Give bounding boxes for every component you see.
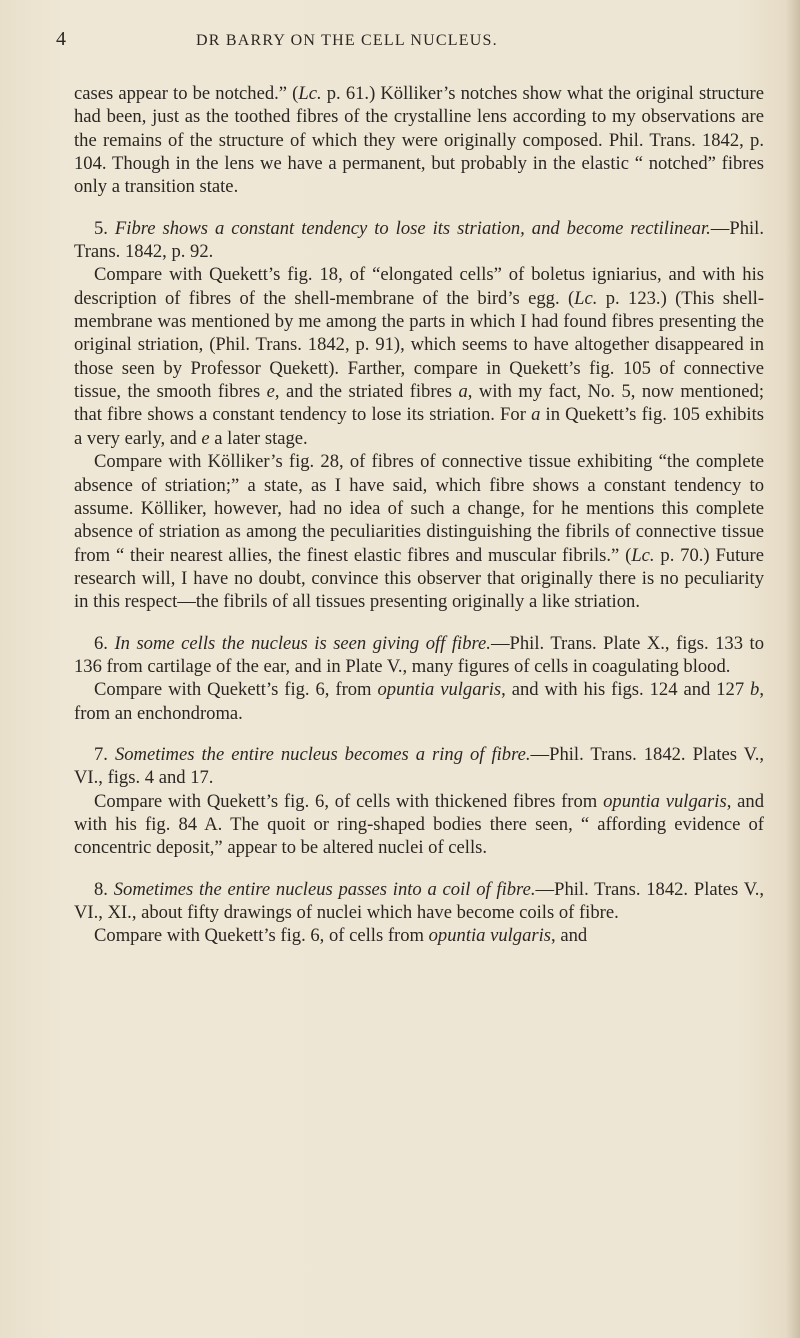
running-head bbox=[56, 28, 756, 54]
text-paragraph bbox=[74, 678, 764, 725]
section-heading-paragraph bbox=[74, 217, 764, 264]
text-run: Compare with Quekett’s fig. 6, of cells with thickened fibres from bbox=[94, 790, 604, 812]
section-heading-paragraph bbox=[74, 743, 764, 790]
text-run: in Quekett’s fig. 105 exhibits a very early, and bbox=[74, 404, 764, 449]
italic-text-run: e bbox=[201, 427, 210, 449]
text-run: , with my fact, No. 5, now mentioned; that fibre shows a constant tendency to lose its striation. For bbox=[74, 381, 764, 426]
text-run: , from an enchondroma. bbox=[74, 679, 764, 724]
italic-text-run: e bbox=[266, 381, 275, 403]
italic-text-run: Lc. bbox=[631, 544, 655, 566]
text-run: 8. bbox=[94, 878, 114, 900]
italic-text-run: In some cells the nucleus is seen giving off fibre. bbox=[114, 632, 491, 654]
italic-text-run: opuntia vulgaris bbox=[377, 679, 502, 701]
text-run: —Phil. Trans. Plate X., figs. 133 to 136 from cartilage of the ear, and in Plate V., many figures of cells in coagulating blood. bbox=[74, 632, 764, 677]
italic-text-run: Fibre shows a constant tendency to lose its striation, and become rectilinear. bbox=[114, 217, 711, 239]
italic-text-run: Lc. bbox=[298, 83, 322, 104]
text-run: Compare with Quekett’s fig. 6, of cells from bbox=[94, 925, 429, 947]
text-run: —Phil. Trans. 1842. Plates V., VI., figs. 4 and 17. bbox=[74, 743, 764, 789]
text-paragraph bbox=[74, 790, 764, 860]
text-run: , and with his figs. 124 and 127 bbox=[501, 679, 751, 701]
italic-text-run: Sometimes the entire nucleus becomes a ring of fibre. bbox=[114, 743, 531, 765]
text-paragraph bbox=[74, 450, 764, 613]
text-paragraph bbox=[74, 263, 764, 450]
text-run: , and bbox=[551, 925, 588, 947]
text-run: —Phil. Trans. 1842. Plates V., VI., XI., about fifty drawings of nuclei which have become coils of fibre. bbox=[74, 878, 765, 923]
text-run: cases appear to be notched.” ( bbox=[74, 83, 299, 104]
italic-text-run: opuntia vulgaris bbox=[428, 925, 552, 947]
text-run: Compare with Quekett’s fig. 18, of “elongated cells” of boletus igniarius, and with his description of fibres of the shell-membrane of the bird’s egg. ( bbox=[74, 264, 764, 309]
text-run: 5. bbox=[94, 217, 115, 239]
section-heading-paragraph bbox=[74, 632, 764, 679]
italic-text-run: b bbox=[750, 679, 760, 701]
text-run: p. 61.) Kölliker’s notches show what the original structure had been, just as the toothed fibres of the crystalline lens according to my observations are the remains of the structure of which they were originally composed. Phil. Trans. 1842, p. 104. Though in the lens we have a permanent, but probably in the elastic “ notched” fibres only a transition state. bbox=[74, 83, 764, 198]
text-run: , and the striated fibres bbox=[274, 381, 459, 403]
text-paragraph bbox=[74, 82, 764, 199]
text-run: a later stage. bbox=[209, 427, 308, 449]
page-edge-shadow bbox=[786, 0, 800, 1338]
text-run: p. 123.) (This shell-membrane was mentioned by me among the parts in which I had found fibres presenting the original striation, (Phil. Trans. 1842, p. 91), which seems to have altogether disappeared in those seen by Professor Quekett). Farther, compare in Quekett’s fig. 105 of connective tissue, the smooth fibres bbox=[74, 287, 765, 403]
italic-text-run: opuntia vulgaris bbox=[603, 790, 727, 812]
italic-text-run: a bbox=[458, 381, 468, 403]
italic-text-run: Sometimes the entire nucleus passes into a coil of fibre. bbox=[113, 878, 536, 900]
italic-text-run: Lc. bbox=[574, 287, 598, 309]
text-run: —Phil. Trans. 1842, p. 92. bbox=[74, 217, 764, 263]
text-run: p. 70.) Future research will, I have no doubt, convince this observer that originally there is no peculiarity in this respect—the fibrils of all tissues presenting originally a like striation. bbox=[74, 544, 764, 613]
text-run: Compare with Quekett’s fig. 6, from bbox=[94, 679, 378, 701]
text-run: 7. bbox=[94, 743, 115, 765]
italic-text-run: a bbox=[531, 404, 541, 426]
page-number: 4 bbox=[56, 28, 67, 50]
text-run: 6. bbox=[94, 632, 115, 654]
text-run: , and with his fig. 84 A. The quoit or ring-shaped bodies there seen, “ affording evidence of concentric deposit,” appear to be altered nuclei of cells. bbox=[74, 790, 764, 859]
text-paragraph bbox=[74, 924, 764, 947]
section-heading-paragraph bbox=[74, 878, 764, 925]
text-run: Compare with Kölliker’s fig. 28, of fibres of connective tissue exhibiting “the complete absence of striation;” a state, as I have said, which fibre shows a constant tendency to assume. Kölliker, however, had no idea of such a change, for he mentions this complete absence of striation as among the peculiarities distinguishing the fibrils of connective tissue from “ their nearest allies, the finest elastic fibres and muscular fibrils.” ( bbox=[74, 451, 764, 566]
running-title: DR BARRY ON THE CELL NUCLEUS. bbox=[196, 32, 498, 49]
body-text bbox=[74, 82, 764, 948]
